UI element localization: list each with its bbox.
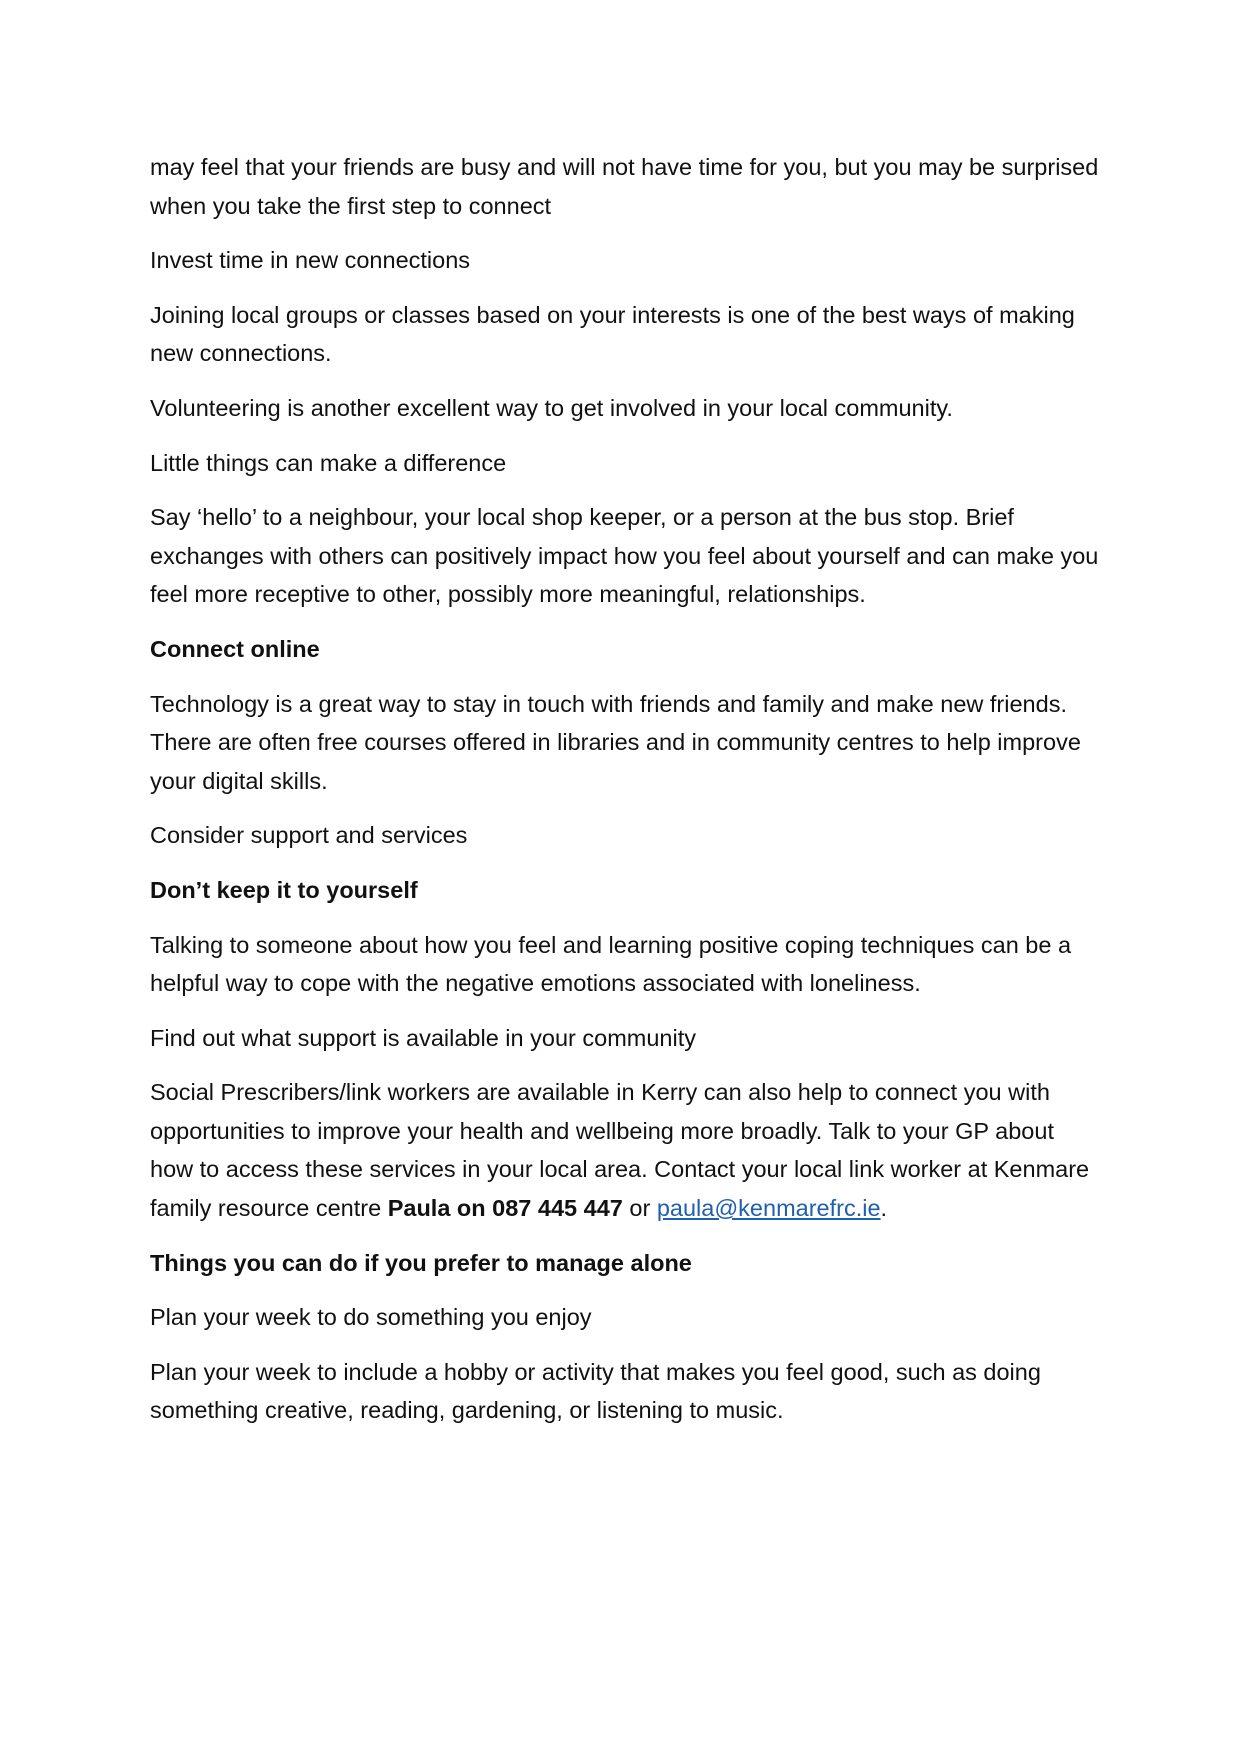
paragraph-end-period: . xyxy=(880,1195,888,1222)
social-prescribers-text: Social Prescribers/link workers are available in Kerry can also help to connect you with opportunities to improve your health and wellbeing more broadly. Talk to your GP about how to access these services in your local area. Contact your local link worker at Kenmare family resource centre xyxy=(150,1079,1090,1222)
subheading-plan-week: Plan your week to do something you enjoy xyxy=(150,1304,592,1331)
subheading-invest-time: Invest time in new connections xyxy=(150,247,471,274)
paragraph-volunteering: Volunteering is another excellent way to get involved in your local community. xyxy=(150,394,953,421)
subheading-consider-support: Consider support and services xyxy=(150,822,468,849)
paragraph-joining-groups: Joining local groups or classes based on your interests is one of the best ways of making new connections. xyxy=(150,301,1075,367)
paragraph-say-hello: Say ‘hello’ to a neighbour, your local shop keeper, or a person at the bus stop. Brief exchanges with others can positively impact how you feel about yourself and can make you feel more receptive to other, possibly more meaningful, relationships. xyxy=(150,504,1099,608)
document-page xyxy=(150,148,1100,1446)
paragraph-talking: Talking to someone about how you feel and learning positive coping techniques can be a helpful way to cope with the negative emotions associated with loneliness. xyxy=(150,931,1072,997)
subheading-find-support: Find out what support is available in your community xyxy=(150,1024,696,1051)
contact-or: or xyxy=(622,1195,657,1222)
heading-dont-keep: Don’t keep it to yourself xyxy=(150,876,418,903)
email-link[interactable]: paula@kenmarefrc.ie xyxy=(656,1195,881,1222)
heading-connect-online: Connect online xyxy=(150,635,320,662)
paragraph-social-prescribers xyxy=(150,1073,1100,1227)
paragraph-intro: may feel that your friends are busy and will not have time for you, but you may be surprised when you take the first step to connect xyxy=(150,154,1099,219)
paragraph-plan-hobby: Plan your week to include a hobby or activity that makes you feel good, such as doing something creative, reading, gardening, or listening to music. xyxy=(150,1358,1041,1424)
heading-manage-alone: Things you can do if you prefer to manage alone xyxy=(150,1249,692,1276)
paragraph-technology: Technology is a great way to stay in touch with friends and family and make new friends. There are often free courses offered in libraries and in community centres to help improve your digital skills. xyxy=(150,690,1081,794)
contact-phone: Paula on 087 445 447 xyxy=(387,1195,623,1222)
subheading-little-things: Little things can make a difference xyxy=(150,449,507,476)
